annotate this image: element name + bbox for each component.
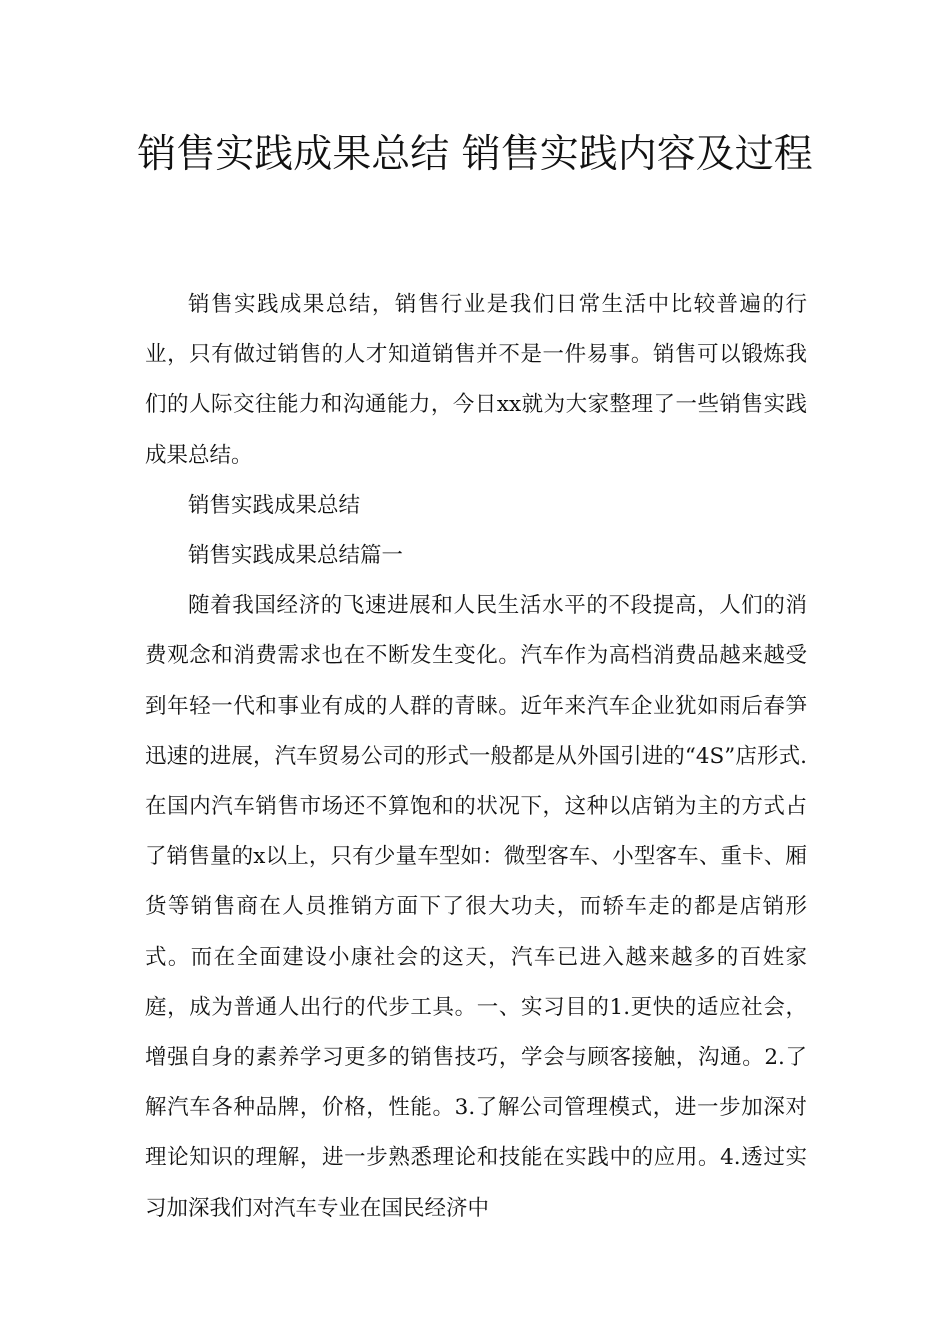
section-heading: 销售实践成果总结 [188, 492, 361, 518]
document-body [145, 280, 807, 1234]
document-title: 销售实践成果总结 销售实践内容及过程 [137, 132, 813, 177]
subsection-heading: 销售实践成果总结篇一 [188, 543, 404, 569]
intro-paragraph: 销售实践成果总结，销售行业是我们日常生活中比较普遍的行业，只有做过销售的人才知道销售并不是一件易事。销售可以锻炼我们的人际交往能力和沟通能力，今日xx就为大家整理了一些销售实践成果总结。 [145, 292, 807, 468]
body-paragraph: 随着我国经济的飞速进展和人民生活水平的不段提高，人们的消费观念和消费需求也在不断发生变化。汽车作为高档消费品越来越受到年轻一代和事业有成的人群的青睐。近年来汽车企业犹如雨后春笋迅速的进展，汽车贸易公司的形式一般都是从外国引进的“4S”店形式.在国内汽车销售市场还不算饱和的状况下，这种以店销为主的方式占了销售量的x以上，只有少量车型如：微型客车、小型客车、重卡、厢货等销售商在人员推销方面下了很大功夫，而轿车走的都是店销形式。而在全面建设小康社会的这天，汽车已进入越来越多的百姓家庭，成为普通人出行的代步工具。一、实习目的1.更快的适应社会，增强自身的素养学习更多的销售技巧，学会与顾客接触，沟通。2.了解汽车各种品牌，价格，性能。3.了解公司管理模式，进一步加深对理论知识的理解，进一步熟悉理论和技能在实践中的应用。4.透过实习加深我们对汽车专业在国民经济中 [145, 593, 807, 1221]
